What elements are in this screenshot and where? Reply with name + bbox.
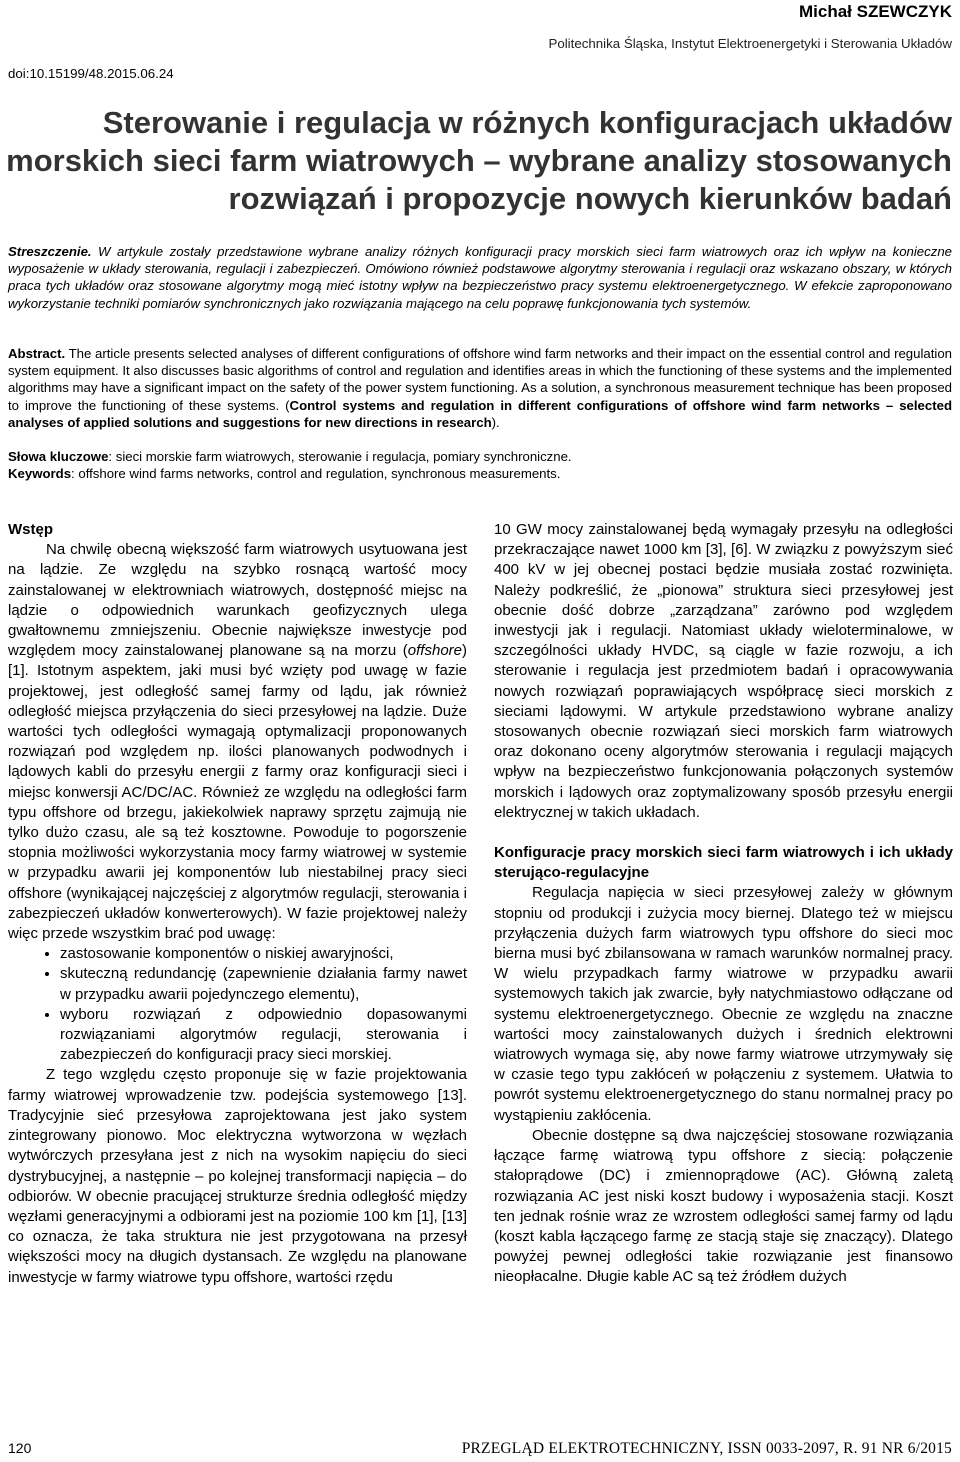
section-heading-configurations: Konfiguracje pracy morskich sieci farm wiatrowych i ich układy sterująco-regulacyjne — [494, 844, 953, 882]
intro-p1-italic: offshore — [407, 642, 462, 660]
abstract-english-title: Control systems and regulation in different configurations of offshore wind farm networks – selected analyses of applied solutions and suggestions for new directions in research — [8, 397, 952, 430]
keywords-polish-text: : sieci morskie farm wiatrowych, sterowanie i regulacja, pomiary synchroniczne. — [108, 449, 572, 464]
intro-paragraph-1 — [8, 540, 467, 944]
doi-link[interactable]: doi:10.15199/48.2015.06.24 — [8, 66, 174, 81]
list-item: • skuteczną redundancję (zapewnienie działania farmy nawet w przypadku awarii pojedynczego elementu), — [60, 964, 467, 1004]
section-spacer — [494, 823, 953, 843]
journal-footer: PRZEGLĄD ELEKTROTECHNICZNY, ISSN 0033-2097, R. 91 NR 6/2015 — [461, 1440, 952, 1457]
affiliation: Politechnika Śląska, Instytut Elektroenergetyki i Sterowania Układów — [548, 36, 952, 51]
intro-continued-paragraph: 10 GW mocy zainstalowanej będą wymagały przesyłu na odległości przekraczające nawet 1000 km [3], [6]. W związku z powyższym sieć 400 kV w jej obecnej postaci będzie musiała zostać rozwinięta. Należy podkreślić, że „pionowa” struktura sieci przesyłowej jest obecnie dość dobrze „zarządzana” zarówno pod względem inwestycji jak i regulacji. Natomiast układy wieloterminalowe, w szczególności układy HVDC, są ciągle w fazie rozwoju, a ich sterowanie i regulacja jest przedmiotem badań i opracowywania nowych rozwiązań poprawiających współpracę sieci morskich z sieciami lądowymi. W artykule przedstawiono wybrane analizy stosowanych obecnie rozwiązań sieci morskich farm wiatrowych oraz dokonano oceny algorytmów sterowania i regulacji mających wpływ na bezpieczeństwo funkcjonowania połączonych systemów morskich i lądowych oraz zoptymalizowany sposób przesyłu energii elektrycznej w takich układach. — [494, 521, 953, 821]
intro-paragraph-2: Z tego względu często proponuje się w fazie projektowania farmy wiatrowej wprowadzenie tzw. podejścia systemowego [13]. Tradycyjnie sieć przesyłowa zaprojektowana jest jako system zintegrowany pionowo. Moc elektryczna wytworzona w węzłach wytwórczych przesyłana jest z nich na wysokim napięciu do sieci dystrybucyjnej, a następnie – po kolejnej transformacji napięcia – do odbiorów. W obecnie pracującej strukturze średnia odległość między węzłami generacyjnymi a odbiorami jest na poziomie 100 km [1], [13] co oznacza, że taka struktura nie jest przygotowana na przesył większości mocy na długich dystansach. Ze względu na planowane inwestycje w farmy wiatrowe typu offshore, wartości rzędu — [8, 1066, 467, 1286]
abstract-polish-label: Streszczenie. — [8, 244, 92, 259]
abstract-english-end: ). — [491, 414, 500, 430]
keywords-block — [8, 448, 572, 482]
abstract-polish-text: W artykule zostały przedstawione wybrane analizy różnych konfiguracji pracy morskich sieci farm wiatrowych oraz ich wpływ na konieczne wyposażenie w układy sterowania, regulacji i zabezpieczeń. Omówiono również podstawowe algorytmy sterowania i regulacji oraz wskazano obszary, w których praca tych układów oraz stosowane algorytmy mogą mieć istotny wpływ na bezpieczeństwo pracy systemu elektroenergetycznego. W efekcie zaproponowano wykorzystanie techniki pomiarów synchronicznych jako rozwiązania mającego na celu poprawę funkcjonowania tych systemów. — [8, 244, 952, 311]
left-column — [8, 520, 467, 1288]
list-item: • zastosowanie komponentów o niskiej awaryjności, — [60, 944, 467, 964]
keywords-polish-label: Słowa kluczowe — [8, 449, 109, 464]
keywords-english-text: : offshore wind farms networks, control and regulation, synchronous measurements. — [71, 466, 561, 482]
requirements-list — [8, 944, 467, 1065]
right-column — [494, 520, 953, 1288]
section-heading-introduction: Wstęp — [8, 521, 53, 538]
intro-p1-text: Na chwilę obecną większość farm wiatrowych usytuowana jest na lądzie. Ze względu na szybko rosnącą wartość mocy zainstalowanej w elektrowniach wiatrowych, dostępność miejsc na lądzie o odpowiednich warunkach geofizycznych ulega gwałtownemu zmniejszeniu. Obecnie największe inwestycje pod względem mocy zainstalowanej planowane są na morzu ( — [8, 541, 467, 660]
title-line-2: morskich sieci farm wiatrowych – wybrane analizy stosowanych — [6, 143, 952, 178]
title-line-3: rozwiązań i propozycje nowych kierunków badań — [228, 181, 952, 216]
abstract-polish — [8, 243, 952, 312]
abstract-english-label: Abstract. — [8, 346, 66, 361]
keywords-english — [8, 465, 572, 482]
intro-p1-end: ) [1]. Istotnym aspektem, jaki musi być wzięty pod uwagę w fazie projektowej, jest odległość samej farmy od lądu, jak również odległość miejsca przyłączenia do sieci przesyłowej na lądzie. Duże wartości tych odległości wymagają optymalizacji proponowanych rozwiązań pod względem np. ilości planowanych podwodnych i lądowych kabli do przesyłu energii z farmy oraz konfiguracji sieci i miejsc konwersji AC/DC/AC. Również ze względu na odległości farm typu offshore od brzegu, jakiekolwiek naprawy sprzętu zajmują nie tylko dużo czasu, ale są też kosztowne. Powoduje to pogorszenie stopnia możliwości wykorzystania mocy farmy wiatrowej w systemie w przypadku awarii jej komponentów lub niestabilnej pracy sieci offshore (wynikającej najczęściej z algorytmów regulacji, sterowania i zabezpieczeń układów konwerterowych). W fazie projektowej należy więc przede wszystkim brać pod uwagę: — [8, 642, 467, 943]
keywords-english-label: Keywords — [8, 466, 72, 482]
page-number: 120 — [8, 1440, 32, 1456]
abstract-english — [8, 345, 952, 431]
abstract-english-text: The article presents selected analyses of different configurations of offshore wind farm networks and their impact on the essential control and regulation system equipment. It also discusses basic algorithms of control and regulation and identifies areas in which the functioning of these systems and the implemented algorithms may have a significant impact on the safety of the power system functioning. As a solution, a synchronous measurement technique has been proposed to improve the functioning of these systems. ( — [8, 346, 952, 413]
author-name: Michał SZEWCZYK — [798, 2, 952, 21]
config-paragraph-1: Regulacja napięcia w sieci przesyłowej zależy w głównym stopniu od produkcji i zużycia mocy biernej. Dlatego też w miejscu przyłączenia dużych farm wiatrowych typu offshore do sieci moc bierna musi być zbilansowana w ramach warunków normalnej pracy. W wielu przypadkach farmy wiatrowe w przypadku awarii systemowych takich jak zwarcie, były natychmiastowo odłączane od systemu elektroenergetycznego. Obecnie ze względu na znaczne wartości mocy zainstalowanych dużych i średnich elektrowni wiatrowych wymaga się, aby nowe farmy wiatrowe utrzymywały się w czasie tego typu zakłóceń w połączeniu z systemem. Ułatwia to powrót systemu elektroenergetycznego do stanu normalnej pracy po wystąpieniu zakłócenia. — [494, 884, 953, 1124]
keywords-polish — [8, 448, 572, 465]
list-item: • wyboru rozwiązań z odpowiednio dopasowanymi rozwiązaniami algorytmów regulacji, sterowania i zabezpieczeń do konfiguracji pracy sieci morskiej. — [60, 1005, 467, 1066]
config-paragraph-2: Obecnie dostępne są dwa najczęściej stosowane rozwiązania łączące farmę wiatrową typu offshore z siecią: połączenie stałoprądowe (DC) i zmiennoprądowe (AC). Główną zaletą rozwiązania AC jest niski koszt budowy i wyposażenia stacji. Koszt ten jednak rośnie wraz ze wzrostem odległości samej farmy od lądu (koszt kabla łączącego farmę ze stacją staje się znaczący). Dlatego powyżej pewnej odległości takie rozwiązanie jest finansowo nieopłacalne. Długie kable AC są też źródłem dużych — [494, 1126, 953, 1286]
title-line-1: Sterowanie i regulacja w różnych konfiguracjach układów — [102, 105, 952, 140]
paper-title — [0, 104, 960, 218]
